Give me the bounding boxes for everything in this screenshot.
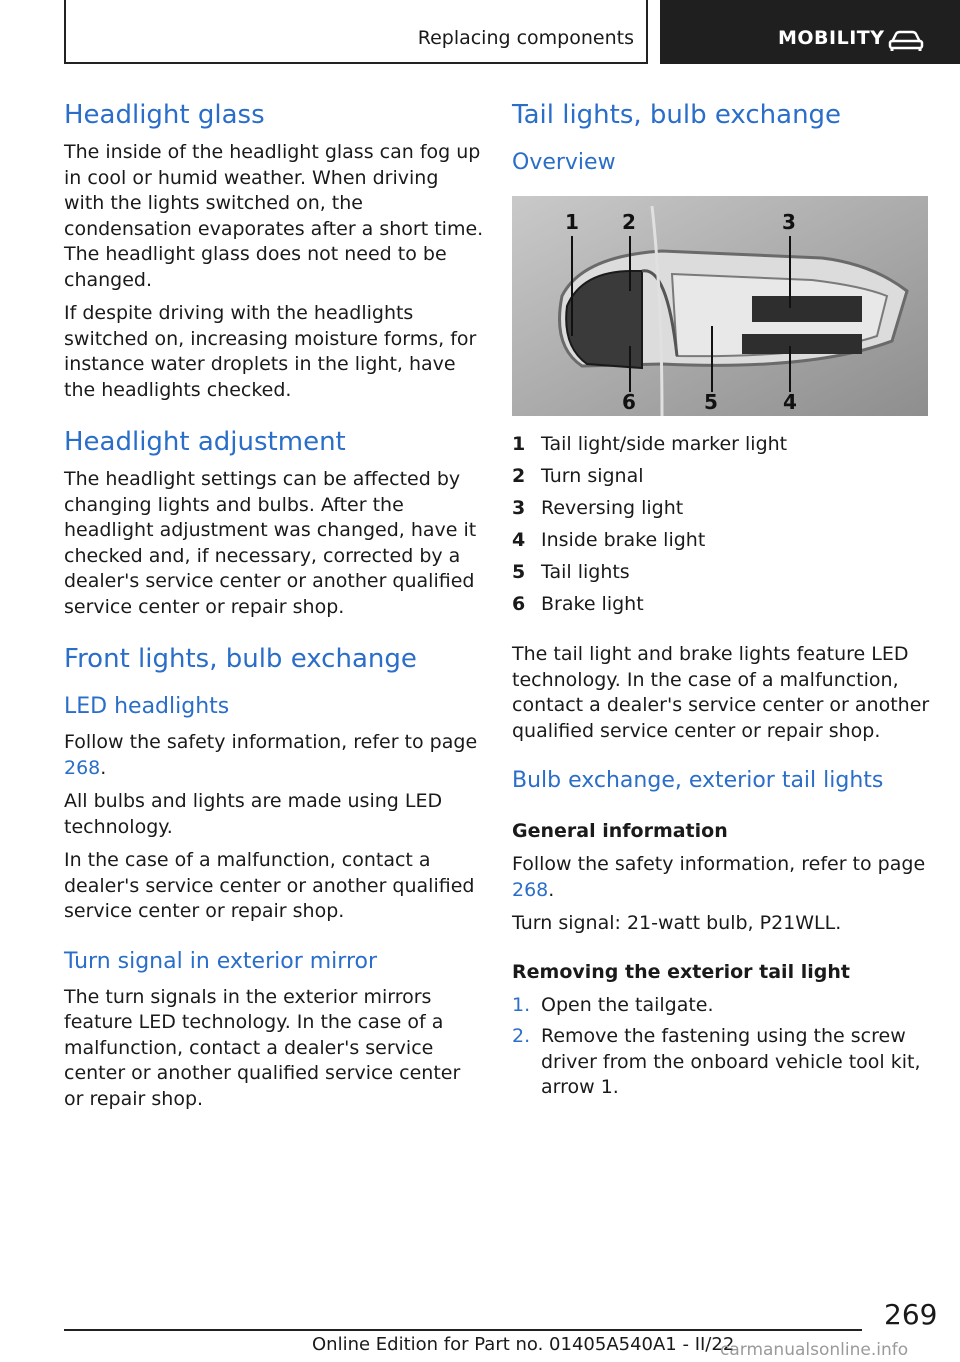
general-paragraph-1: Follow the safety information, refer to page 268. (512, 853, 926, 901)
section-title: Replacing components (417, 27, 634, 49)
watermark: carmanualsonline.info (720, 1340, 909, 1360)
figure-label-4: 4 (783, 390, 797, 414)
chapter-title: MOBILITY (778, 27, 885, 49)
figure-label-3: 3 (782, 210, 796, 234)
legend-item: 4 Inside brake light (512, 529, 706, 551)
figure-label-2: 2 (622, 210, 636, 234)
heading-headlight-glass: Headlight glass (64, 100, 265, 130)
legend-item: 5 Tail lights (512, 561, 630, 583)
edition-note: Online Edition for Part no. 01405A540A1 - II/22 (312, 1334, 735, 1355)
page-number: 269 (884, 1298, 938, 1331)
running-header-left (64, 0, 648, 64)
heading-bulb-exchange-exterior: Bulb exchange, exterior tail lights (512, 768, 884, 793)
running-header-right (660, 0, 960, 64)
right-column (512, 98, 932, 1107)
led-paragraph-1: Follow the safety information, refer to page 268. (64, 731, 478, 779)
heading-headlight-adjustment: Headlight adjustment (64, 427, 346, 457)
heading-removing-tail-light: Removing the exterior tail light (512, 960, 850, 983)
heading-overview: Overview (512, 150, 616, 175)
headlight-adjustment-paragraph: The headlight settings can be affected by changing lights and bulbs. After the headlight adjustment was changed, have it checked and, if necessary, corrected by a dealer's service center or another qualified service center or repair shop. (64, 468, 477, 618)
heading-led-headlights: LED headlights (64, 694, 230, 719)
step-item: 1. Open the tailgate. (512, 993, 714, 1016)
legend-item: 2 Turn signal (512, 465, 644, 487)
general-paragraph-2: Turn signal: 21-watt bulb, P21WLL. (512, 912, 842, 934)
figure-label-6: 6 (622, 390, 636, 414)
figure-label-5: 5 (704, 390, 718, 414)
heading-tail-lights: Tail lights, bulb exchange (512, 100, 842, 130)
tail-light-paragraph: The tail light and brake lights feature LED technology. In the case of a malfunction, contact a dealer's service center or another qualified service center or repair shop. (512, 643, 930, 742)
legend-item: 3 Reversing light (512, 497, 684, 519)
heading-front-lights: Front lights, bulb exchange (64, 644, 417, 674)
heading-turn-signal-mirror: Turn signal in exterior mirror (64, 948, 378, 974)
step-item: 2. Remove the fastening using the screw driver from the onboard vehicle tool kit, arrow 1. (512, 1025, 921, 1098)
legend-list (512, 428, 932, 620)
page-link-268[interactable]: 268 (64, 756, 101, 779)
figure-label-1: 1 (565, 210, 579, 234)
legend-item: 1 Tail light/side marker light (512, 433, 788, 455)
legend-item: 6 Brake light (512, 593, 644, 615)
page-link-268[interactable]: 268 (512, 878, 549, 901)
headlight-glass-paragraph-2: If despite driving with the headlights switched on, increasing moisture forms, for instance water droplets in the light, have the headlights checked. (64, 302, 477, 401)
mirror-paragraph: The turn signals in the exterior mirrors feature LED technology. In the case of a malfunction, contact a dealer's service center or another qualified service center or repair shop. (64, 985, 461, 1110)
led-paragraph-2: All bulbs and lights are made using LED technology. (64, 790, 443, 838)
left-column (64, 98, 484, 1112)
headlight-glass-paragraph-1: The inside of the headlight glass can fog up in cool or humid weather. When driving with the lights switched on, the condensation evaporates after a short time. The headlight glass does not need to be changed. (64, 141, 484, 291)
led-paragraph-3: In the case of a malfunction, contact a dealer's service center or another qualified service center or repair shop. (64, 849, 475, 922)
car-icon (888, 28, 924, 52)
tail-light-figure (512, 196, 928, 416)
heading-general-information: General information (512, 820, 728, 842)
footer-divider (64, 1329, 862, 1331)
